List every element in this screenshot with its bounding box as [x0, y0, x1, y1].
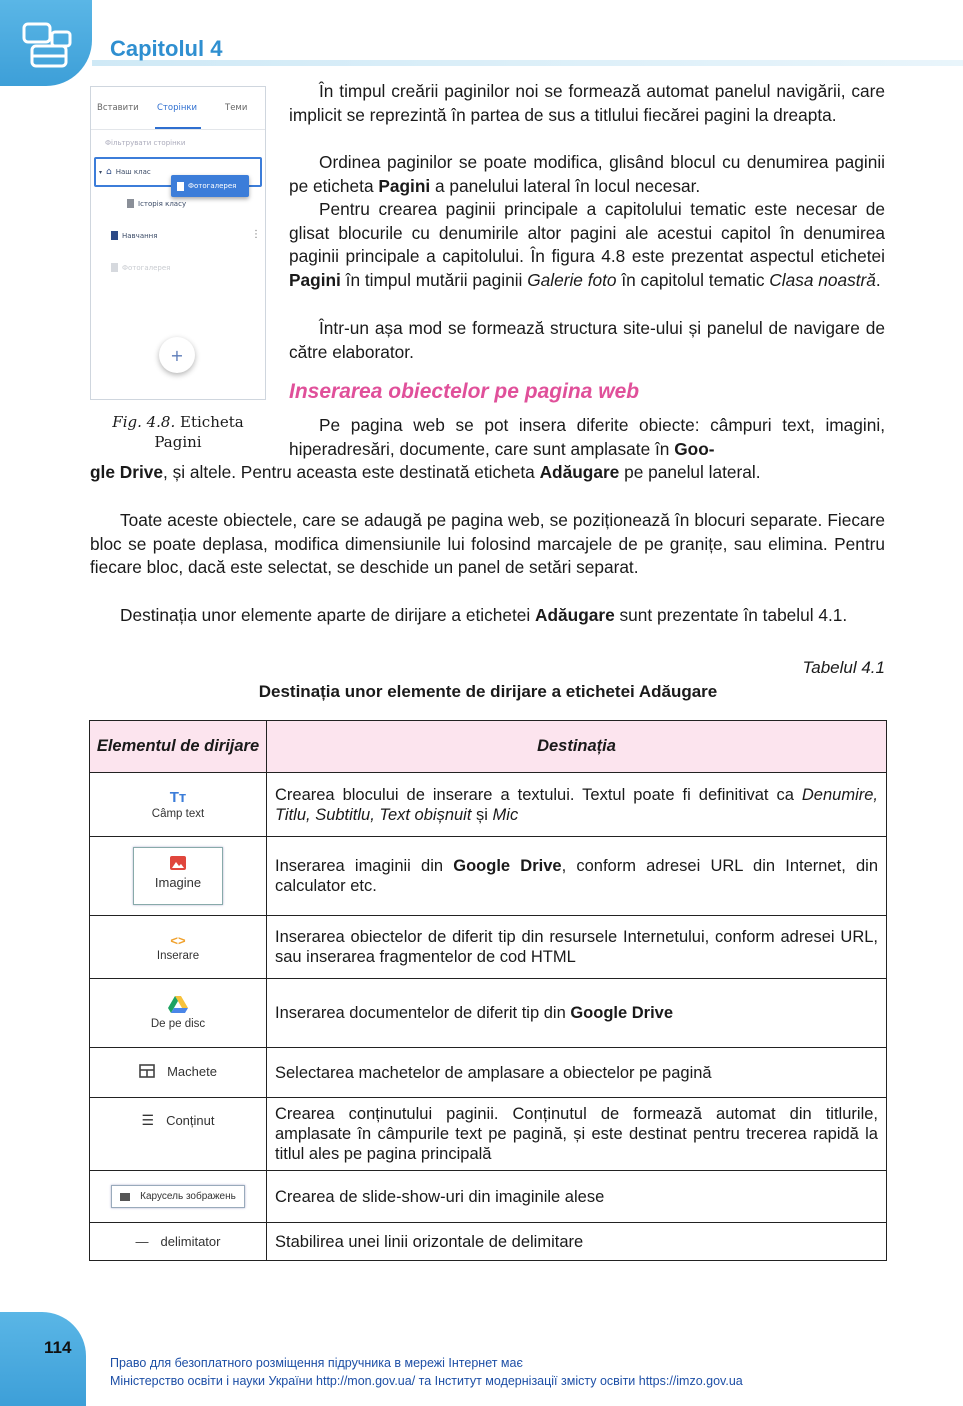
image-control: [90, 837, 267, 916]
page-label: Навчання: [122, 231, 158, 240]
dragged-page-label: Фотогалерея: [188, 182, 237, 190]
carousel-control: [90, 1171, 267, 1223]
paragraph-7: Destinația unor elemente aparte de dirijare a etichetei Adăugare sunt prezentate în tabelul 4.1.: [120, 605, 848, 625]
text-icon: Tт: [169, 789, 187, 806]
row-description: Selectarea machetelor de amplasare a obiectelor pe pagină: [267, 1048, 887, 1098]
layout-icon: [139, 1064, 155, 1078]
home-icon: ⌂: [106, 167, 112, 177]
list-icon: ☰: [141, 1112, 155, 1128]
section-heading: Inserarea obiectelor pe pagina web: [289, 380, 640, 403]
table-row: [90, 837, 887, 916]
row-description: Stabilirea unei linii orizontale de delimitare: [267, 1223, 887, 1261]
divider-icon: —: [135, 1234, 149, 1249]
dragged-page[interactable]: [171, 175, 249, 197]
page-number: 114: [44, 1338, 72, 1357]
code-icon: <>: [170, 932, 186, 948]
row-description: Inserarea obiectelor de diferit tip din resursele Internetului, conform adresei URL, sau inserarea fragmentelor de cod HTML: [267, 916, 887, 979]
header-rule: [92, 60, 963, 66]
control-label: Inserare: [156, 949, 200, 962]
google-drive-icon: [168, 996, 188, 1013]
filter-input[interactable]: Фільтрувати сторінки: [105, 139, 186, 147]
paragraph-5-part-2: gle Drive, și altele. Pentru aceasta este destinată eticheta Adăugare pe panelul lateral.: [90, 462, 761, 482]
table-row: [90, 1048, 887, 1098]
control-label: Imagine: [154, 875, 202, 890]
footer-copyright-line-1: Право для безоплатного розміщення підручника в мережі Інтернет має: [110, 1356, 523, 1370]
paragraph-1: În timpul creării paginilor noi se formează automat panelul navigării, care implicit se reprezintă în partea de sus a titlului fiecărei pagini la dreapta.: [289, 81, 885, 125]
paragraph-5-part-1: Pe pagina web se pot insera diferite obiecte: câmpuri text, imagini, hiperadresări, documente, care sunt amplasate în Goo-: [289, 415, 885, 459]
figure-caption: [92, 412, 264, 452]
divider-control: [90, 1223, 267, 1261]
footer-copyright-line-2: Міністерство освіти і науки України http://mon.gov.ua/ та Інститут модернізації змісту освіти https://imzo.gov.ua: [110, 1374, 743, 1388]
table-row: [90, 1098, 887, 1171]
caption-text: Eticheta Pagini: [154, 413, 244, 451]
image-icon: [170, 856, 186, 870]
page-icon: [111, 263, 118, 272]
add-page-button[interactable]: +: [159, 337, 195, 373]
chapter-title: Capitolul 4: [110, 36, 223, 61]
table-row: [90, 916, 887, 979]
table-row: [90, 979, 887, 1048]
page-icon: [127, 199, 134, 208]
row-description: Crearea de slide-show-uri din imaginile alese: [267, 1171, 887, 1223]
table-header-row: [90, 721, 887, 773]
controls-table: [89, 720, 887, 1261]
chapter-badge: [0, 0, 92, 86]
caption-number: Fig. 4.8.: [112, 413, 176, 431]
page-icon: [111, 231, 118, 240]
page-label: Історія класу: [138, 199, 187, 208]
control-label: De pe disc: [150, 1018, 206, 1030]
page-item-home[interactable]: [99, 167, 151, 177]
table-row: [90, 1223, 887, 1261]
control-label: Conținut: [166, 1113, 215, 1128]
page-label: Фотогалерея: [122, 263, 171, 272]
paragraph-6: Toate aceste obiectele, care se adaugă pe pagina web, se poziționează în blocuri separate. Fiecare bloc se poate deplasa, modifica dimensiunile lui folosind marcajele de pe granițe, sau elimina. Pentru fiecare bloc, dacă este selectat, se deschide un panel de setări separat.: [90, 510, 885, 577]
table-of-contents-control: [90, 1098, 267, 1171]
table-label: Tabelul 4.1: [802, 658, 885, 677]
paragraph-3: Pentru crearea paginii principale a capitolului tematic este necesar de glisat blocurile cu denumirile altor pagini ale acestui capitol în denumirea paginii principale a capitolului. În figura 4.8 este prezentat aspectul etichetei Pagini în timpul mutării paginii Galerie foto în capitolul tematic Clasa noastră.: [289, 199, 885, 290]
page-item-gallery-ghost: [111, 263, 170, 272]
table-row: [90, 773, 887, 837]
pages-panel-figure: [90, 86, 266, 400]
row-description: Crearea conținutului paginii. Conținutul de formează automat din titlurile, amplasate în câmpurile text pe pagină, și este destinat pentru trecerea rapidă la titlul ales pe pagina principală: [267, 1098, 887, 1171]
row-description: Inserarea imaginii din Google Drive, conform adresei URL din Internet, din calculator etc.: [267, 837, 887, 916]
embed-control: [90, 916, 267, 979]
table-row: [90, 1171, 887, 1223]
database-icon: [22, 22, 74, 70]
tab-themes[interactable]: Теми: [225, 103, 248, 113]
tab-insert[interactable]: Вставити: [97, 103, 139, 113]
control-label: Machete: [167, 1063, 217, 1079]
divider: [91, 129, 265, 130]
row-description: Crearea blocului de inserare a textului. Textul poate fi definitivat ca Denumire, Titlu, Subtitlu, Text obișnuit și Mic: [267, 773, 887, 837]
drive-control: [90, 979, 267, 1048]
carousel-icon: [120, 1193, 130, 1201]
layouts-control: [90, 1048, 267, 1098]
row-description: Inserarea documentelor de diferit tip din Google Drive: [267, 979, 887, 1048]
paragraph-2: Ordinea paginilor se poate modifica, glisând blocul cu denumirea paginii pe eticheta Pagini a panelului lateral în locul necesar.: [289, 152, 885, 196]
column-header-purpose: Destinația: [267, 721, 887, 773]
paragraph-4: Într-un așa mod se formează structura site-ului și panelul de navigare de către elaborator.: [289, 318, 885, 362]
control-label: delimitator: [160, 1234, 221, 1249]
page-item-history[interactable]: [127, 199, 186, 208]
control-label: Карусель зображень: [140, 1191, 236, 1202]
more-vert-icon[interactable]: ⋮: [251, 229, 261, 240]
table-title: Destinația unor elemente de dirijare a etichetei Adăugare: [258, 682, 718, 701]
control-label: Câmp text: [151, 808, 205, 820]
page-icon: [177, 182, 184, 191]
column-header-element: Elementul de dirijare: [90, 721, 267, 773]
page-badge: [0, 1312, 86, 1406]
page-label: Наш клас: [115, 168, 151, 176]
chevron-down-icon: ▾: [99, 168, 103, 176]
tab-pages[interactable]: Сторінки: [157, 103, 198, 113]
page-item-learning[interactable]: [111, 231, 157, 240]
text-field-control: [90, 773, 267, 837]
